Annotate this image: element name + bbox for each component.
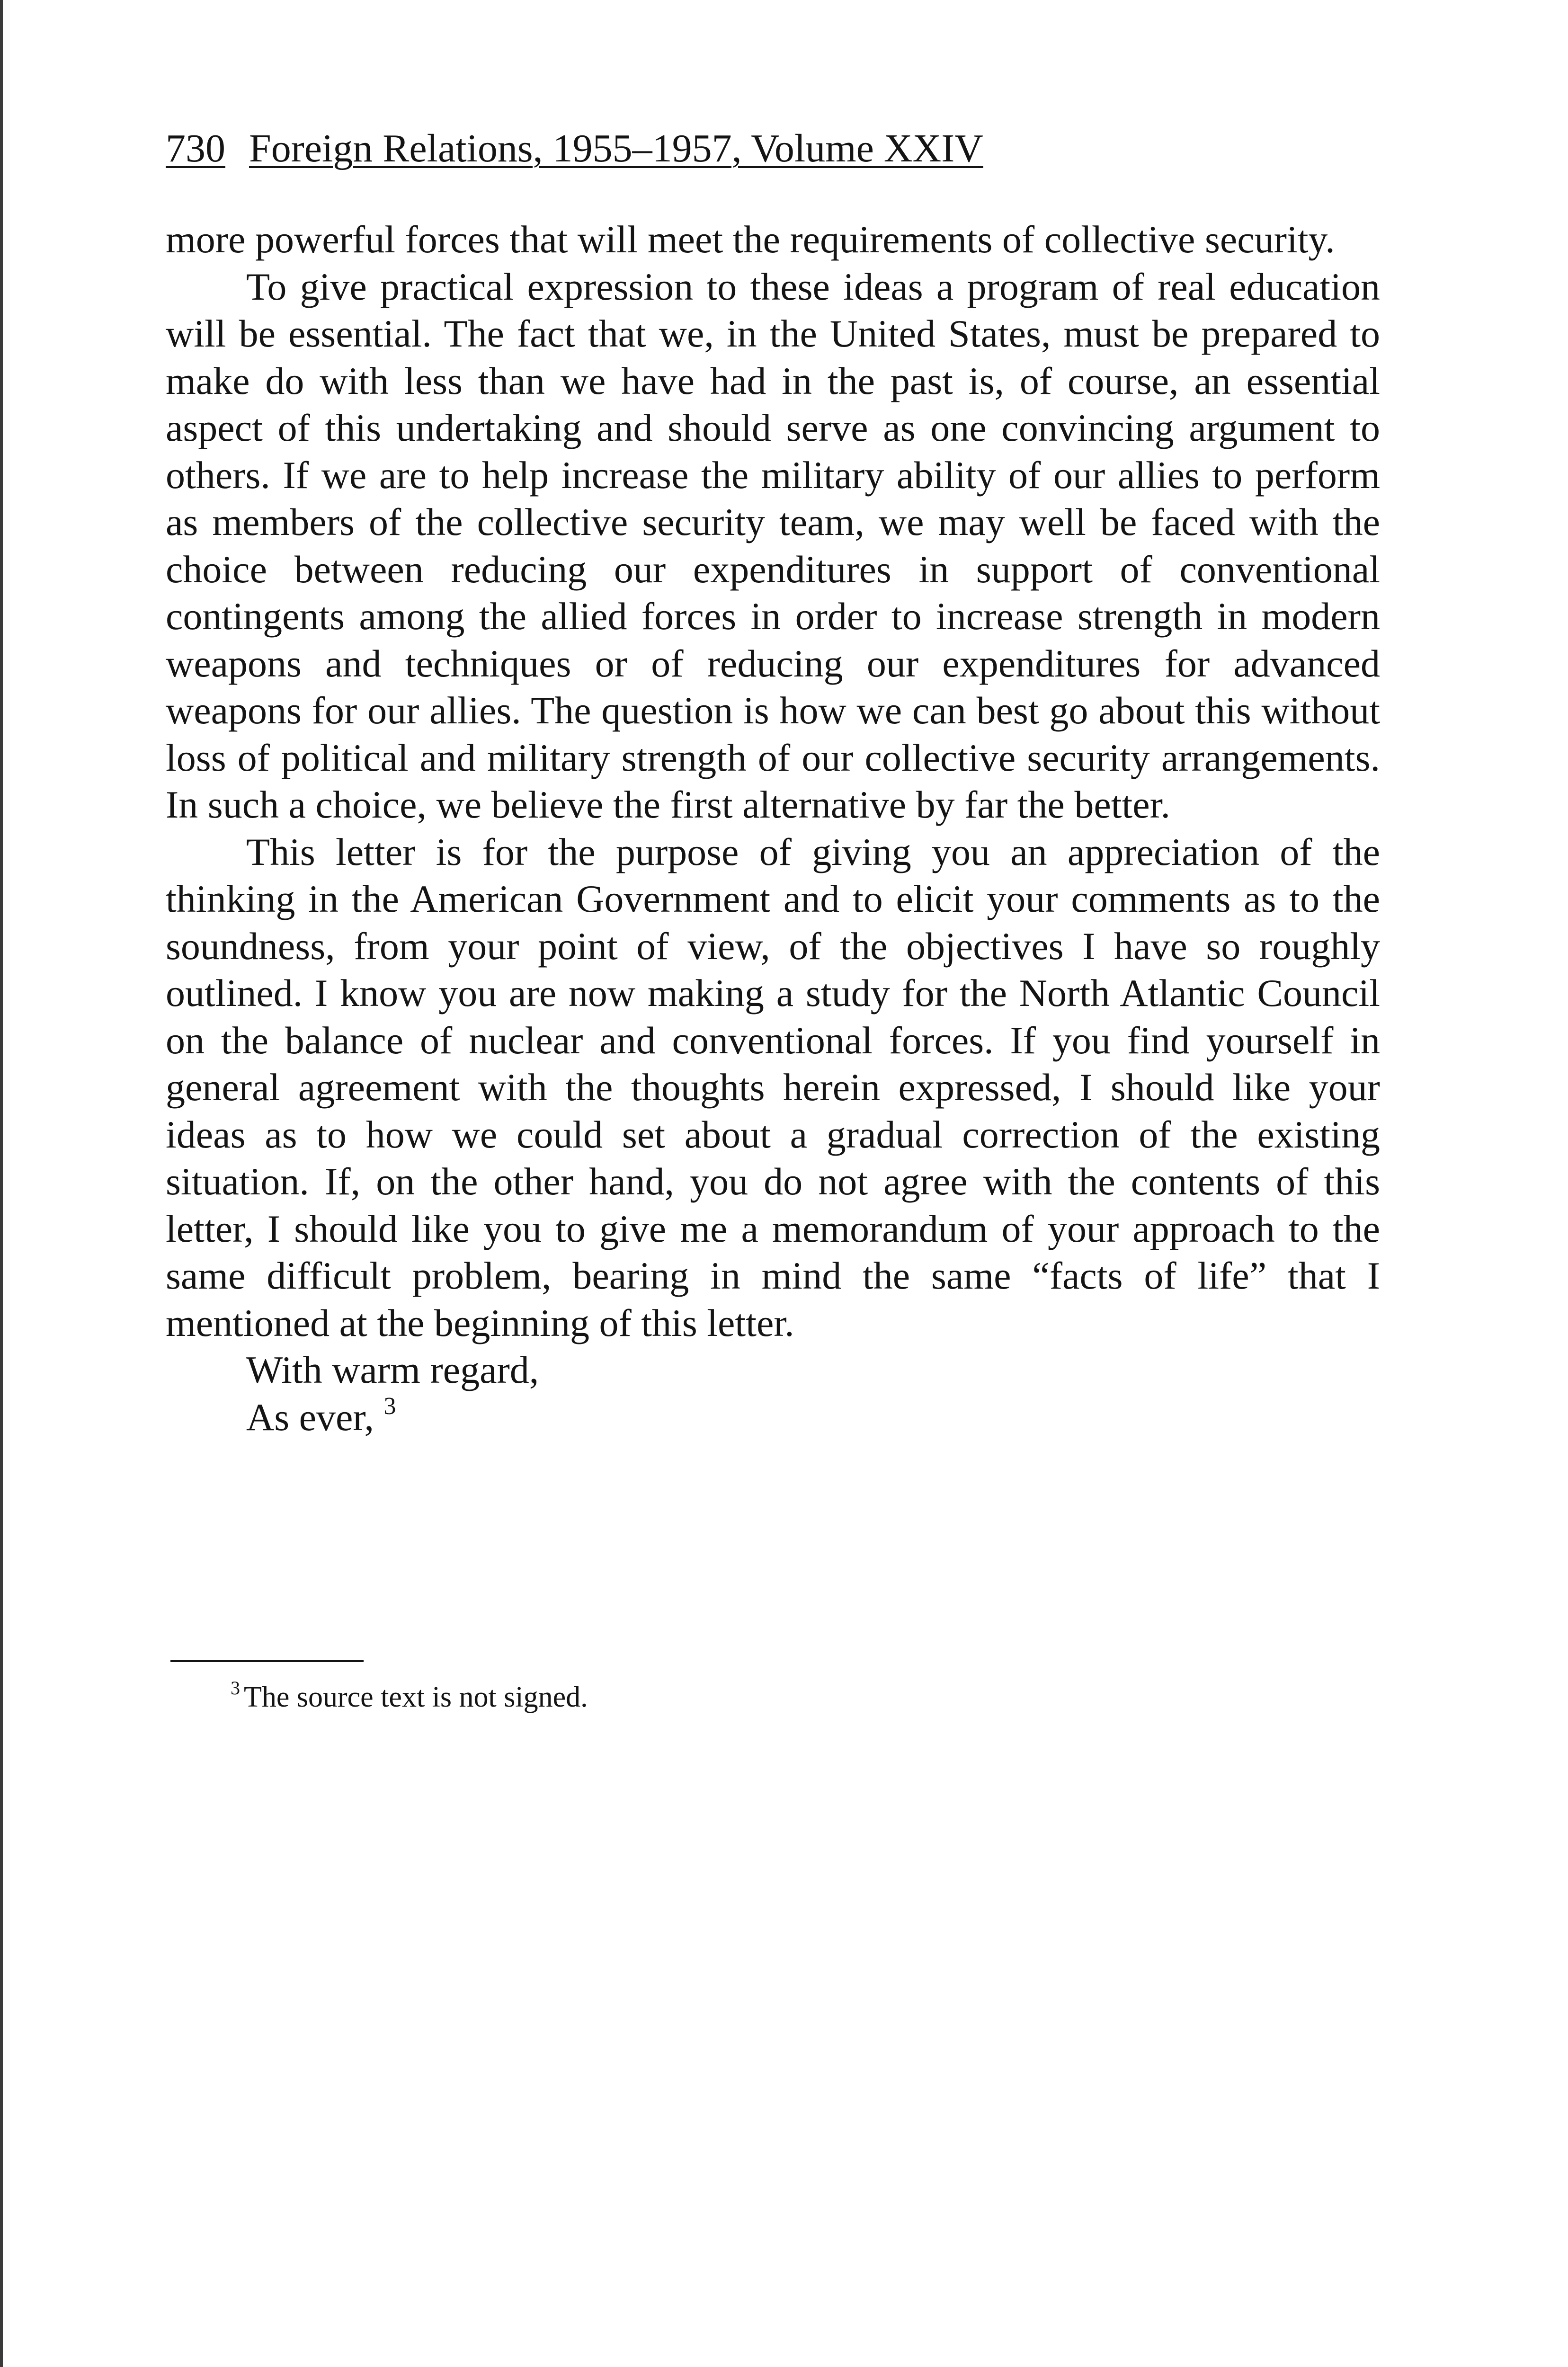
- footnote-number: 3: [231, 1677, 240, 1699]
- letter-body: [166, 216, 1380, 1441]
- closing-regard: With warm regard,: [246, 1348, 539, 1391]
- paragraph-education: To give practical expression to these ideas a program of real education will be essential. The fact that we, in the United States, must be prepared to make do with less than we have had in the past is, of course, an essential aspect of this undertaking and should serve as one convincing argument to others. If we are to help increase the military ability of our allies to perform as members of the collective security team, we may well be faced with the choice between reducing our expenditures in support of conventional contingents among the allied forces in order to increase strength in modern weapons and techniques or of reducing our expenditures for advanced weapons for our allies. The question is how we can best go about this without loss of political and military strength of our collective security arrangements. In such a choice, we believe the first alternative by far the better.: [166, 265, 1380, 826]
- running-header: [166, 124, 1380, 173]
- closing-signoff: [166, 1394, 1380, 1441]
- paragraph-continuation: more powerful forces that will meet the requirements of collective security.: [166, 218, 1335, 261]
- footnote-reference: 3: [383, 1392, 396, 1420]
- page-number: 730: [166, 126, 225, 170]
- footnote: [231, 1678, 1367, 1716]
- signoff-text: As ever,: [246, 1395, 374, 1439]
- footnote-text: The source text is not signed.: [244, 1681, 588, 1713]
- footnote-divider: [170, 1660, 364, 1662]
- volume-title: Foreign Relations, 1955–1957, Volume XXIV: [249, 126, 983, 170]
- scan-edge-shadow: [0, 0, 3, 2367]
- paragraph-purpose: This letter is for the purpose of giving you an appreciation of the thinking in the American Government and to elicit your comments as to the soundness, from your point of view, of the objectives I have so roughly outlined. I know you are now making a study for the North Atlantic Council on the balance of nuclear and conventional forces. If you find yourself in general agreement with the thoughts herein expressed, I should like your ideas as to how we could set about a gradual correction of the existing situation. If, on the other hand, you do not agree with the contents of this letter, I should like you to give me a memorandum of your approach to the same difficult problem, bearing in mind the same “facts of life” that I mentioned at the beginning of this letter.: [166, 830, 1380, 1344]
